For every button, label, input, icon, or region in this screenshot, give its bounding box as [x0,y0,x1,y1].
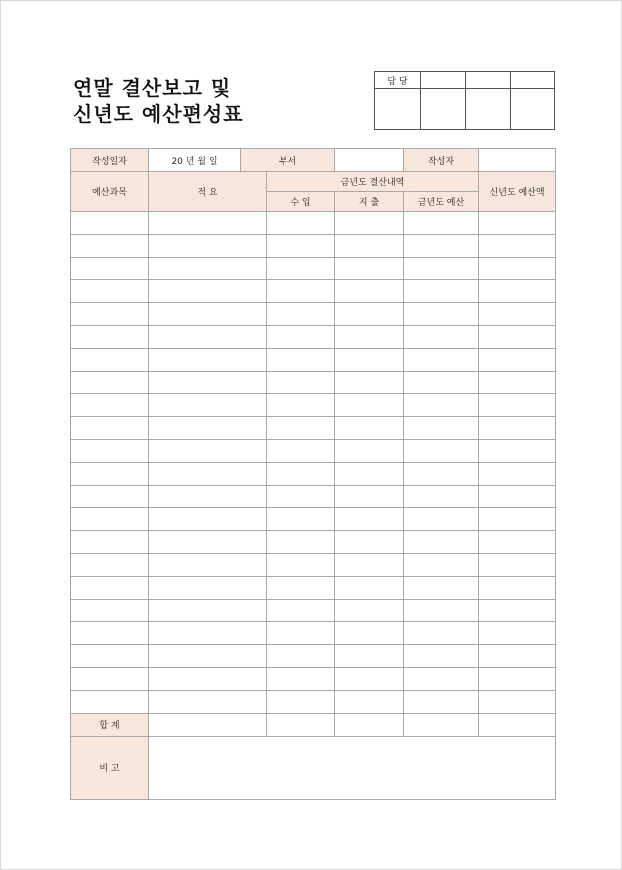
current-budget-cell[interactable] [404,394,479,417]
next-budget-cell[interactable] [479,508,556,531]
date-value[interactable]: 20 년 월 일 [149,149,241,172]
summary-cell[interactable] [149,599,267,622]
account-cell[interactable] [71,667,149,690]
dept-value[interactable] [335,149,404,172]
document-title [73,75,244,127]
account-cell[interactable] [71,348,149,371]
current-budget-cell[interactable] [404,485,479,508]
account-header: 예산과목 [71,172,149,212]
table-row [71,690,556,713]
income-cell[interactable] [267,234,335,257]
current-budget-cell[interactable] [404,303,479,326]
next-budget-header: 신년도 예산액 [479,172,556,212]
total-row [71,713,556,736]
income-cell[interactable] [267,303,335,326]
note-row [71,736,556,799]
summary-cell[interactable] [149,462,267,485]
approval-header-cell [421,72,466,89]
summary-cell[interactable] [149,257,267,280]
expense-cell[interactable] [335,553,404,576]
current-budget-cell[interactable] [404,234,479,257]
table-row [71,234,556,257]
table-row [71,303,556,326]
next-budget-cell[interactable] [479,325,556,348]
expense-cell[interactable] [335,212,404,235]
current-budget-cell[interactable] [404,622,479,645]
expense-cell[interactable] [335,485,404,508]
summary-cell[interactable] [149,667,267,690]
account-cell[interactable] [71,508,149,531]
current-budget-cell[interactable] [404,257,479,280]
summary-cell[interactable] [149,280,267,303]
current-budget-cell[interactable] [404,212,479,235]
total-next-budget-cell[interactable] [479,713,556,736]
table-row [71,622,556,645]
expense-cell[interactable] [335,531,404,554]
account-cell[interactable] [71,690,149,713]
dept-label: 부서 [241,149,335,172]
summary-cell[interactable] [149,234,267,257]
account-cell[interactable] [71,485,149,508]
income-cell[interactable] [267,257,335,280]
income-cell[interactable] [267,371,335,394]
account-cell[interactable] [71,303,149,326]
next-budget-cell[interactable] [479,462,556,485]
next-budget-cell[interactable] [479,531,556,554]
table-row [71,485,556,508]
approval-box [374,71,555,130]
next-budget-cell[interactable] [479,257,556,280]
table-row [71,257,556,280]
income-cell[interactable] [267,348,335,371]
expense-cell[interactable] [335,599,404,622]
summary-cell[interactable] [149,212,267,235]
income-header: 수 입 [267,192,335,212]
table-row [71,325,556,348]
table-row [71,439,556,462]
account-cell[interactable] [71,599,149,622]
account-cell[interactable] [71,371,149,394]
income-cell[interactable] [267,394,335,417]
expense-cell[interactable] [335,462,404,485]
expense-cell[interactable] [335,417,404,440]
account-cell[interactable] [71,622,149,645]
summary-cell[interactable] [149,531,267,554]
account-cell[interactable] [71,645,149,668]
current-budget-header: 금년도 예산 [404,192,479,212]
expense-cell[interactable] [335,394,404,417]
account-cell[interactable] [71,212,149,235]
next-budget-cell[interactable] [479,371,556,394]
next-budget-cell[interactable] [479,303,556,326]
summary-cell[interactable] [149,325,267,348]
account-cell[interactable] [71,462,149,485]
writer-value[interactable] [479,149,556,172]
current-budget-cell[interactable] [404,280,479,303]
current-budget-cell[interactable] [404,325,479,348]
expense-cell[interactable] [335,234,404,257]
income-cell[interactable] [267,280,335,303]
income-cell[interactable] [267,599,335,622]
summary-cell[interactable] [149,303,267,326]
expense-cell[interactable] [335,508,404,531]
current-budget-cell[interactable] [404,462,479,485]
next-budget-cell[interactable] [479,485,556,508]
next-budget-cell[interactable] [479,439,556,462]
account-cell[interactable] [71,325,149,348]
total-summary-cell[interactable] [149,713,267,736]
title-line-1: 연말 결산보고 및 [73,76,232,100]
account-cell[interactable] [71,234,149,257]
summary-cell[interactable] [149,348,267,371]
table-row [71,508,556,531]
current-budget-cell[interactable] [404,531,479,554]
summary-cell[interactable] [149,485,267,508]
table-row [71,417,556,440]
current-budget-cell[interactable] [404,439,479,462]
current-budget-cell[interactable] [404,553,479,576]
current-budget-cell[interactable] [404,645,479,668]
summary-cell[interactable] [149,622,267,645]
current-budget-cell[interactable] [404,508,479,531]
settlement-group-header: 금년도 결산내역 [267,172,479,192]
expense-cell[interactable] [335,645,404,668]
income-cell[interactable] [267,417,335,440]
account-cell[interactable] [71,439,149,462]
expense-cell[interactable] [335,690,404,713]
summary-cell[interactable] [149,417,267,440]
summary-cell[interactable] [149,371,267,394]
income-cell[interactable] [267,667,335,690]
next-budget-cell[interactable] [479,553,556,576]
approval-header-cell [511,72,555,89]
current-budget-cell[interactable] [404,576,479,599]
income-cell[interactable] [267,576,335,599]
expense-cell[interactable] [335,439,404,462]
date-label: 작성일자 [71,149,149,172]
total-expense-cell[interactable] [335,713,404,736]
summary-header: 적 요 [149,172,267,212]
total-label: 합 계 [71,713,149,736]
account-cell[interactable] [71,531,149,554]
table-row [71,599,556,622]
current-budget-cell[interactable] [404,371,479,394]
approval-header-cell [466,72,511,89]
table-row [71,645,556,668]
current-budget-cell[interactable] [404,599,479,622]
next-budget-cell[interactable] [479,394,556,417]
table-row [71,667,556,690]
current-budget-cell[interactable] [404,417,479,440]
approval-signature-cell[interactable] [421,89,466,130]
account-cell[interactable] [71,394,149,417]
table-row [71,212,556,235]
note-content-cell[interactable] [149,736,556,799]
title-line-2: 신년도 예산편성표 [73,102,244,126]
current-budget-cell[interactable] [404,348,479,371]
next-budget-cell[interactable] [479,599,556,622]
summary-cell[interactable] [149,508,267,531]
approval-label: 담 당 [375,72,421,89]
income-cell[interactable] [267,439,335,462]
income-cell[interactable] [267,645,335,668]
table-row [71,394,556,417]
expense-cell[interactable] [335,348,404,371]
approval-signature-cell[interactable] [511,89,555,130]
budget-form-table [70,148,556,800]
expense-header: 지 출 [335,192,404,212]
approval-signature-cell[interactable] [466,89,511,130]
next-budget-cell[interactable] [479,348,556,371]
current-budget-cell[interactable] [404,690,479,713]
expense-cell[interactable] [335,622,404,645]
table-row [71,462,556,485]
account-cell[interactable] [71,553,149,576]
table-row [71,531,556,554]
total-current-budget-cell[interactable] [404,713,479,736]
next-budget-cell[interactable] [479,690,556,713]
next-budget-cell[interactable] [479,280,556,303]
income-cell[interactable] [267,212,335,235]
summary-cell[interactable] [149,394,267,417]
account-cell[interactable] [71,576,149,599]
expense-cell[interactable] [335,280,404,303]
income-cell[interactable] [267,622,335,645]
summary-cell[interactable] [149,553,267,576]
expense-cell[interactable] [335,303,404,326]
income-cell[interactable] [267,462,335,485]
table-row [71,553,556,576]
expense-cell[interactable] [335,325,404,348]
expense-cell[interactable] [335,257,404,280]
income-cell[interactable] [267,553,335,576]
summary-cell[interactable] [149,690,267,713]
current-budget-cell[interactable] [404,667,479,690]
next-budget-cell[interactable] [479,667,556,690]
expense-cell[interactable] [335,576,404,599]
income-cell[interactable] [267,485,335,508]
income-cell[interactable] [267,690,335,713]
account-cell[interactable] [71,257,149,280]
income-cell[interactable] [267,508,335,531]
income-cell[interactable] [267,531,335,554]
next-budget-cell[interactable] [479,645,556,668]
total-income-cell[interactable] [267,713,335,736]
expense-cell[interactable] [335,667,404,690]
table-row [71,576,556,599]
table-row [71,371,556,394]
next-budget-cell[interactable] [479,622,556,645]
next-budget-cell[interactable] [479,212,556,235]
table-row [71,280,556,303]
account-cell[interactable] [71,417,149,440]
next-budget-cell[interactable] [479,576,556,599]
next-budget-cell[interactable] [479,234,556,257]
expense-cell[interactable] [335,371,404,394]
summary-cell[interactable] [149,645,267,668]
summary-cell[interactable] [149,576,267,599]
income-cell[interactable] [267,325,335,348]
table-row [71,348,556,371]
approval-signature-cell[interactable] [375,89,421,130]
next-budget-cell[interactable] [479,417,556,440]
writer-label: 작성자 [404,149,479,172]
summary-cell[interactable] [149,439,267,462]
account-cell[interactable] [71,280,149,303]
note-label: 비 고 [71,736,149,799]
